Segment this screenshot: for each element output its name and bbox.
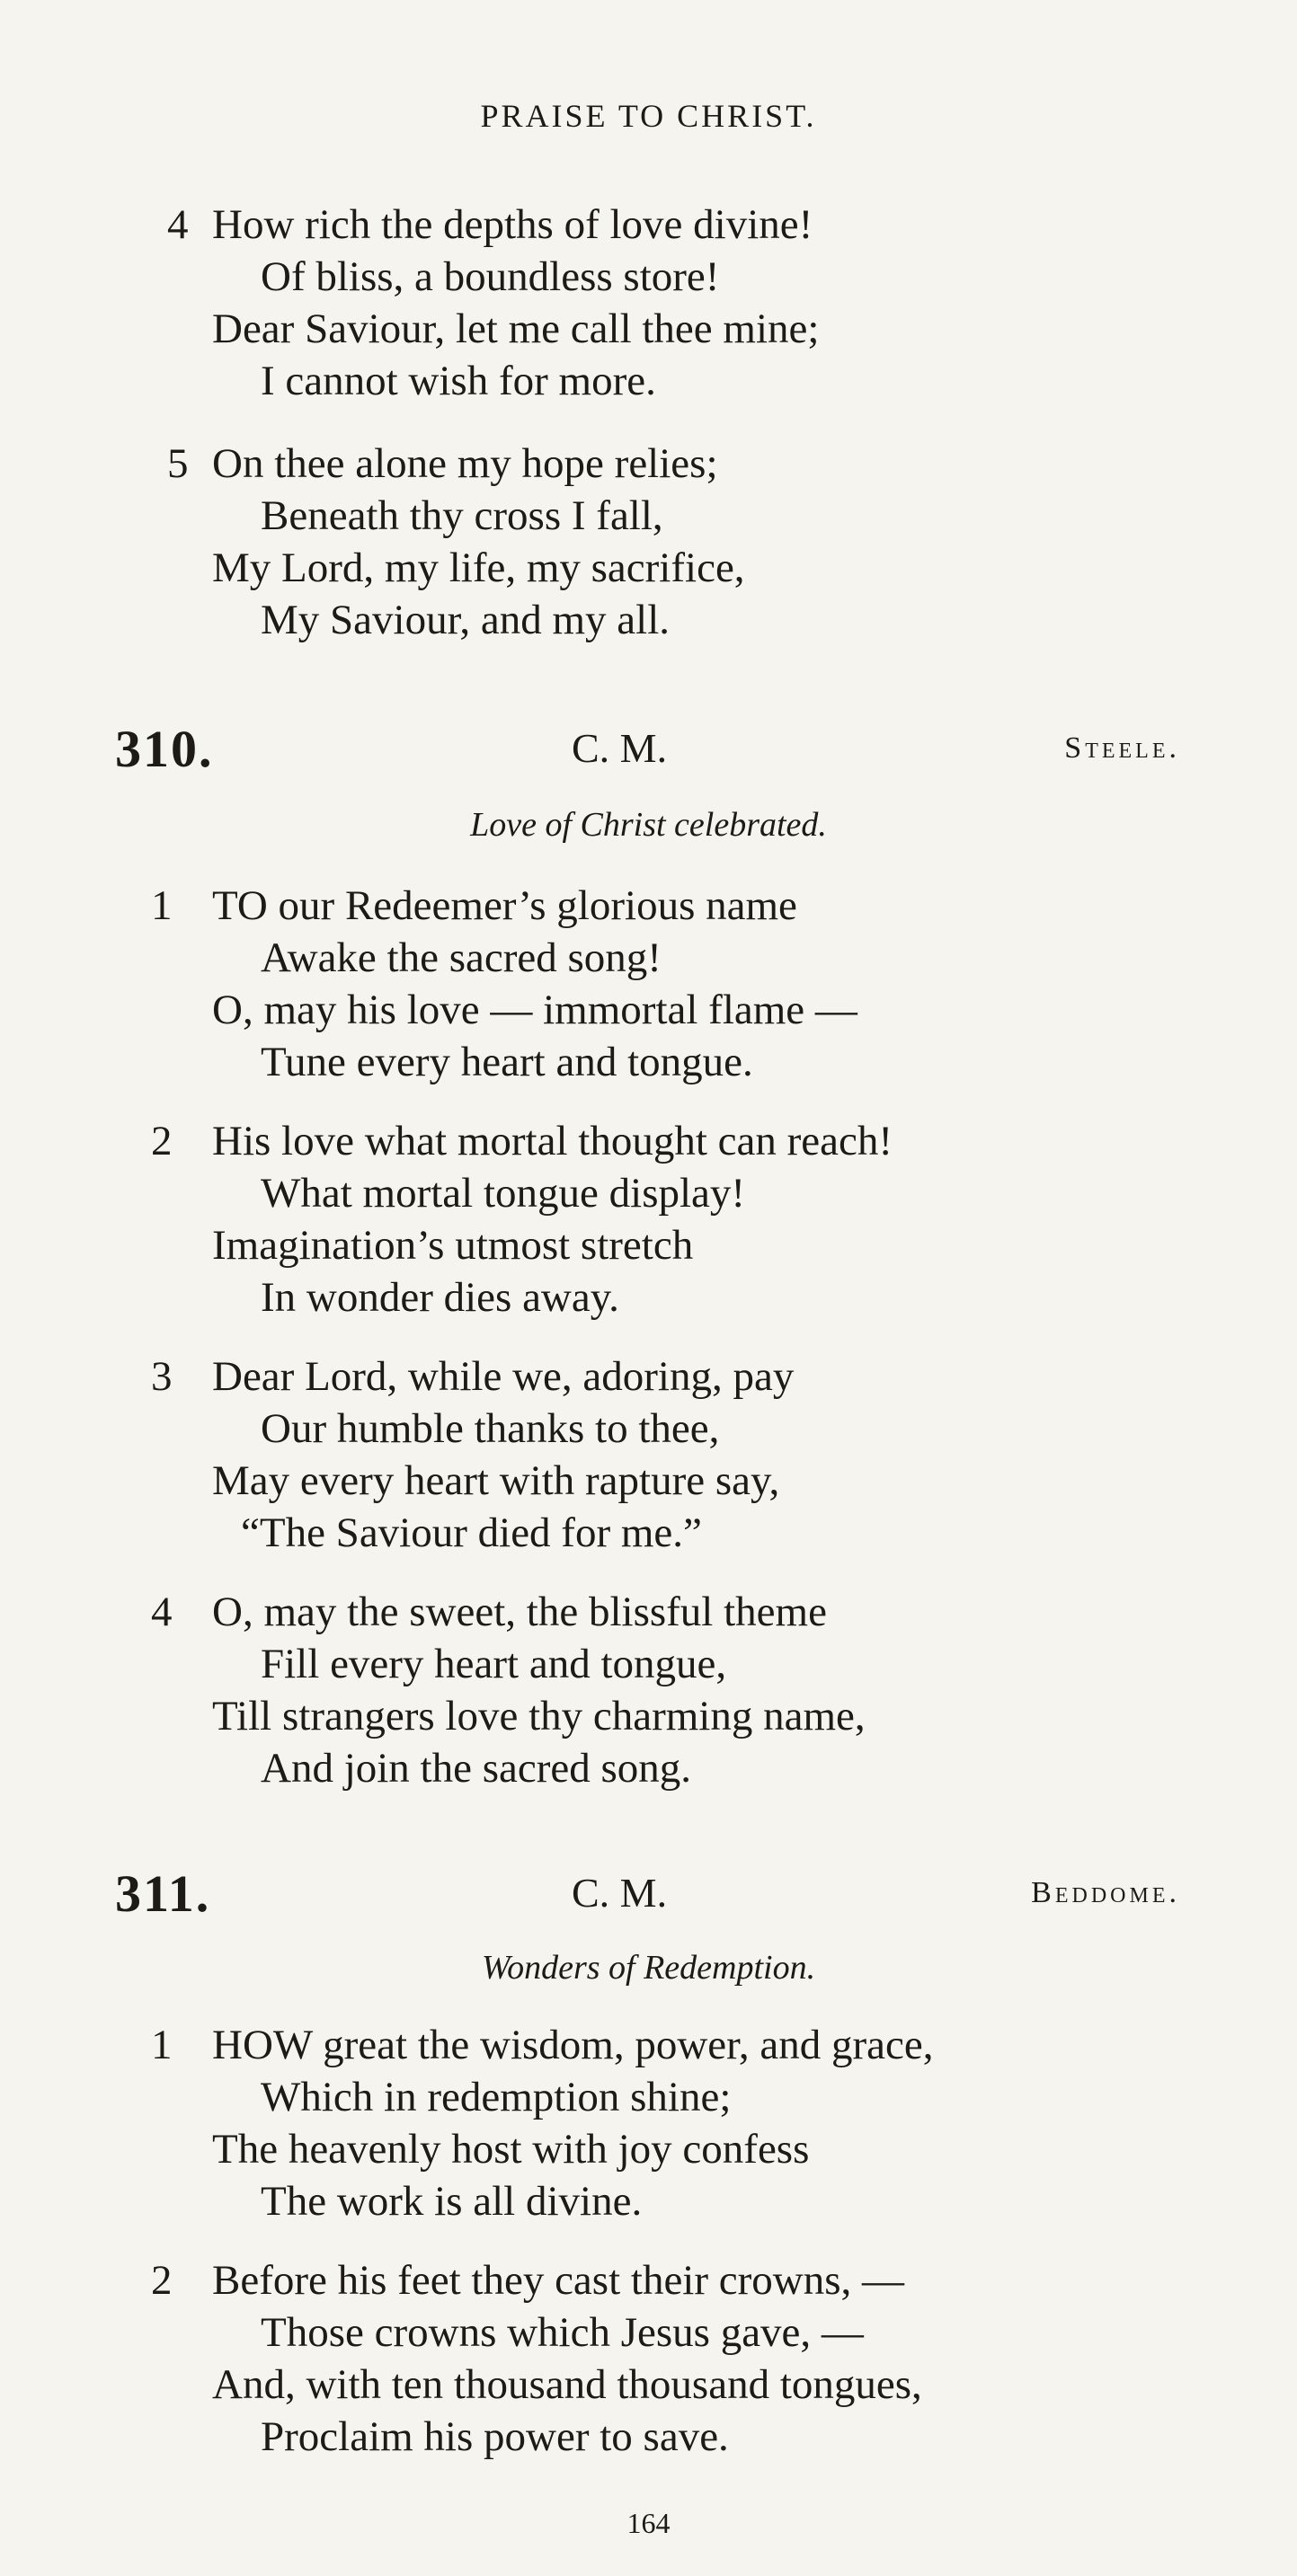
hymn-310-subtitle: Love of Christ celebrated. — [470, 806, 827, 844]
verse-line: Till strangers love thy charming name, — [212, 1693, 866, 1739]
hymn-311-subtitle: Wonders of Redemption. — [481, 1949, 816, 1987]
verse-line: Beneath thy cross I fall, — [261, 492, 663, 539]
verse-line: Imagination’s utmost stretch — [212, 1222, 694, 1269]
verse-line: Tune every heart and tongue. — [261, 1039, 753, 1085]
verse-line: Proclaim his power to save. — [261, 2413, 729, 2460]
verse-line: Awake the sacred song! — [261, 934, 662, 981]
verse-line: Dear Saviour, let me call thee mine; — [212, 305, 820, 352]
verse-line: Fill every heart and tongue, — [261, 1641, 727, 1687]
verse-line: I cannot wish for more. — [261, 358, 656, 404]
stanza-number: 2 — [151, 1118, 173, 1164]
page-number: 164 — [626, 2507, 671, 2539]
verse-line: O, may his love — immortal flame — — [212, 987, 857, 1033]
stanza-number: 1 — [151, 882, 173, 929]
verse-line: The work is all divine. — [261, 2178, 643, 2225]
verse-line: My Lord, my life, my sacrifice, — [212, 544, 745, 591]
hymn-number: 310. — [115, 720, 214, 778]
verse-line: Those crowns which Jesus gave, — — [261, 2309, 864, 2356]
hymn-meter: C. M. — [572, 725, 668, 771]
hymn-311-header — [0, 1863, 1297, 1926]
verse-line: My Saviour, and my all. — [261, 597, 671, 643]
stanza-number: 5 — [167, 440, 189, 487]
stanza-number: 4 — [167, 201, 189, 248]
stanza-number: 1 — [151, 2022, 173, 2068]
running-head: PRAISE TO CHRIST. — [480, 98, 817, 134]
verse-line: His love what mortal thought can reach! — [212, 1118, 893, 1164]
verse-line: On thee alone my hope relies; — [212, 440, 718, 487]
stanza-number: 2 — [151, 2257, 173, 2304]
hymn-author: Steele. — [1064, 731, 1180, 765]
hymn-author: Beddome. — [1031, 1876, 1180, 1909]
verse-line: How rich the depths of love divine! — [212, 201, 813, 248]
hymn-number: 311. — [115, 1864, 211, 1923]
stanza-number: 3 — [151, 1353, 173, 1400]
verse-line: “The Saviour died for me.” — [241, 1509, 702, 1556]
verse-line: Our humble thanks to thee, — [261, 1405, 720, 1452]
verse-line: Before his feet they cast their crowns, — — [212, 2257, 905, 2304]
verse-line: Dear Lord, while we, adoring, pay — [212, 1353, 795, 1400]
verse-line: The heavenly host with joy confess — [212, 2126, 810, 2173]
verse-line: Of bliss, a boundless store! — [261, 253, 720, 300]
hymn-310-header — [0, 719, 1297, 782]
verse-line: O, may the sweet, the blissful theme — [212, 1589, 827, 1635]
verse-line: HOW great the wisdom, power, and grace, — [212, 2022, 934, 2068]
verse-line: And, with ten thousand thousand tongues, — [212, 2361, 922, 2408]
hymn-meter: C. M. — [572, 1870, 668, 1916]
verse-line: In wonder dies away. — [261, 1274, 619, 1321]
verse-line: What mortal tongue display! — [261, 1170, 746, 1217]
stanza-number: 4 — [151, 1589, 173, 1635]
verse-line: And join the sacred song. — [261, 1745, 692, 1792]
verse-line: TO our Redeemer’s glorious name — [212, 882, 797, 929]
verse-line: Which in redemption shine; — [261, 2074, 732, 2120]
verse-line: May every heart with rapture say, — [212, 1457, 780, 1504]
